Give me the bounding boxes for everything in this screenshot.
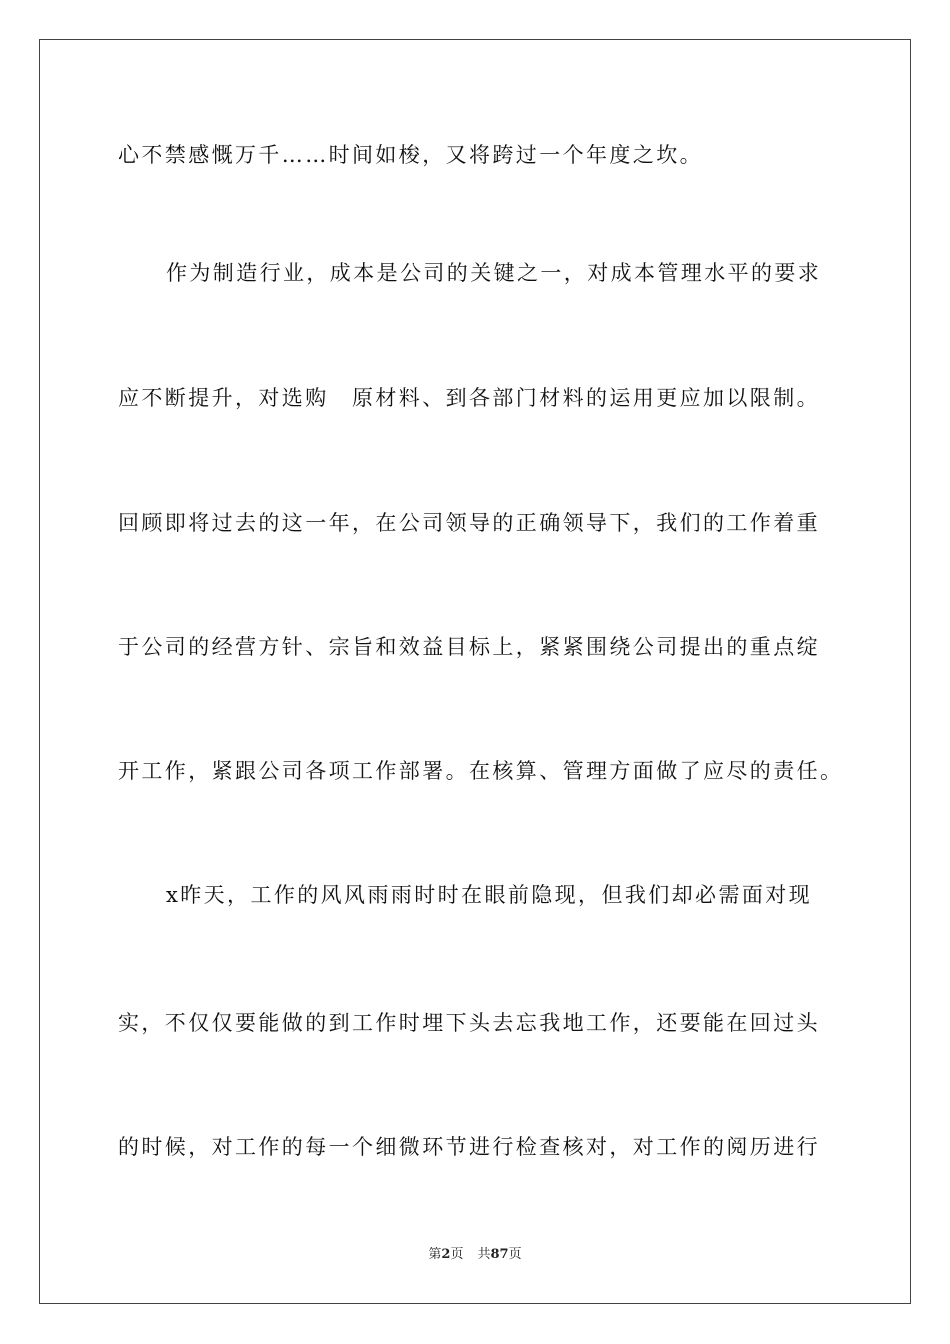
text-line: 开工作，紧跟公司各项工作部署。在核算、管理方面做了应尽的责任。 bbox=[118, 759, 844, 783]
text-line: 作为制造行业，成本是公司的关键之一，对成本管理水平的要求 bbox=[166, 261, 822, 285]
text-line: x昨天，工作的风风雨雨时时在眼前隐现，但我们却必需面对现 bbox=[166, 883, 813, 907]
text-line: 实，不仅仅要能做的到工作时埋下头去忘我地工作，还要能在回过头 bbox=[118, 1011, 820, 1035]
page-footer bbox=[0, 1246, 950, 1264]
text-line: 心不禁感慨万千……时间如梭，又将跨过一个年度之坎。 bbox=[118, 143, 703, 167]
page-border bbox=[39, 39, 911, 1304]
page-suffix: 页 bbox=[450, 1247, 464, 1262]
text-line: 回顾即将过去的这一年，在公司领导的正确领导下，我们的工作着重 bbox=[118, 511, 820, 535]
total-prefix: 共 bbox=[477, 1247, 491, 1262]
text-line: 于公司的经营方针、宗旨和效益目标上，紧紧围绕公司提出的重点绽 bbox=[118, 635, 820, 659]
total-pages: 87 bbox=[490, 1247, 509, 1262]
page-number: 2 bbox=[441, 1247, 451, 1262]
text-line: 应不断提升，对选购 原材料、到各部门材料的运用更应加以限制。 bbox=[118, 386, 820, 410]
text-line: 的时候，对工作的每一个细微环节进行检查核对，对工作的阅历进行 bbox=[118, 1135, 820, 1159]
page-prefix: 第 bbox=[428, 1247, 442, 1262]
total-suffix: 页 bbox=[508, 1247, 522, 1262]
